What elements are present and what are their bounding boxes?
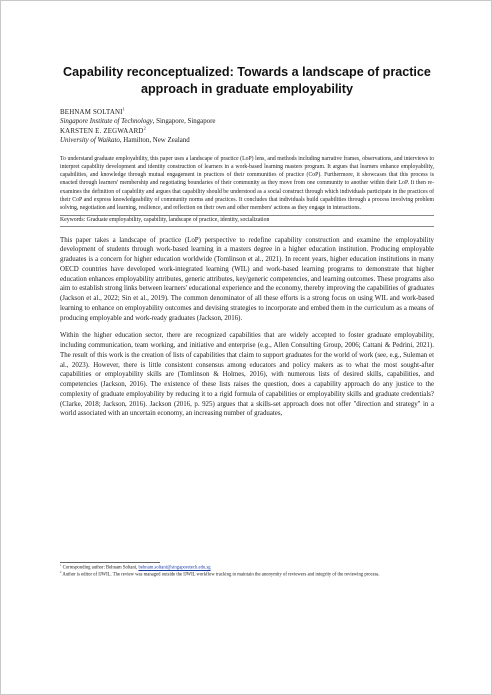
- footnote-text: Corresponding author: Behnam Soltani,: [62, 565, 139, 571]
- email-link[interactable]: behnam.soltani@singaporetech.edu.sg: [138, 565, 211, 571]
- footnote-divider: [60, 562, 160, 563]
- abstract: To understand graduate employability, this paper uses a landscape of practice (LoP) lens, and methods including narrative frames, observations, and interviews to interpret capability development and identity construction of learners in a work-based learning masters program. It argues that learners enhance employability, capabilities, and knowledge through mutual engagement in practices of their communities of practice (CoP). Furthermore, it showcases that this process is enacted through learners' membership and negotiating boundaries of their community as they move from one community to another within their LoP. It then re-examines the definition of capability and argues that capability should be understood as a social construct through which individuals participate in the practices of their CoP and express knowledgeability of community norms and practices. It concludes that individuals build capabilities through a process involving problem solving, negotiation and learning, resilience, and reflection on their own and other members' actions as they engage in interactions.: [60, 155, 434, 217]
- footnote-2: [60, 569, 434, 579]
- footnotes: [60, 562, 434, 579]
- footnote-text: Author is editor of IJWIL. The review was managed outside the IJWIL workflow tracking to maintain the anonymity of reviewers and integrity of the reviewing process.: [62, 572, 380, 578]
- body-paragraph: Within the higher education sector, there are recognized capabilities that are widely accepted to foster graduate employability, including communication, team working, and initiative and enterprise (e.g., Allen Consulting Group, 2006; Cattani & Pedrini, 2021). The result of this work is the creation of lists of capabilities that claim to support graduates for the world of work (see, e.g., Suleman et al., 2023). However, there is little consistent consensus among educators and policy makers as to what the most sought-after capabilities or employability skills are (Tomlinson & Holmes, 2016), with numerous lists of desired skills, capabilities, and competencies (Jackson, 2016). The existence of these lists raises the question, does a capability approach do any justice to the complexity of graduate employability by reducing it to a rigid formula of capabilities or employability skills and graduate credentials? (Clarke, 2018; Jackson, 2016). Jackson (2016, p. 925) argues that a skills-set approach does not offer "direction and strategy" in a world associated with an uncertain economy, an increasing number of graduates,: [60, 332, 434, 418]
- keywords: Keywords: Graduate employability, capability, landscape of practice, identity, socialization: [60, 216, 434, 226]
- footnote-mark: 2: [60, 569, 62, 574]
- author-block: [60, 108, 434, 146]
- author-institution: University of Waikato: [60, 137, 120, 145]
- author-location: , Singapore, Singapore: [152, 118, 216, 126]
- paper-title: Capability reconceptualized: Towards a landscape of practice approach in graduate employability: [63, 65, 431, 96]
- author-name: [60, 108, 434, 117]
- author-location: , Hamilton, New Zealand: [119, 137, 190, 145]
- author-footnote-mark: 1: [122, 106, 125, 112]
- author-name: [60, 127, 434, 136]
- author-affiliation: [60, 136, 434, 145]
- author-footnote-mark: 2: [143, 125, 146, 131]
- author-affiliation: [60, 117, 434, 126]
- footnote-1: [60, 565, 434, 572]
- body-paragraph: This paper takes a landscape of practice (LoP) perspective to redefine capability construction and examine the employability development of students through work-based learning in a masters degree in a higher education institution. Producing employable graduates is a concern for higher education worldwide (Tomlinson et al., 2021). In recent years, higher education institutions in many OECD countries have developed work-integrated learning (WIL) and work-based learning programs to demonstrate that higher education enhances employability attributes, generic attributes, key/generic competencies, and learning outcomes. These programs also aim to establish strong links between learners' educational experience and the economy, thereby improving the capabilities of graduates (Jackson et al., 2022; Sin et al., 2019). The common denominator of all these efforts is a strong focus on using WIL and work-based learning to enhance on employability outcomes and devising strategies to incorporate and embed them in the curriculum as a means of producing employable and work-ready graduates (Jackson, 2016).: [60, 236, 434, 322]
- paper-content: [60, 64, 434, 419]
- author-name-text: BEHNAM SOLTANI: [60, 109, 123, 116]
- author-institution: Singapore Institute of Technology: [60, 118, 153, 126]
- body-text: [60, 236, 434, 420]
- author-name-text: KARSTEN E. ZEGWAARD: [60, 127, 144, 135]
- footnote-mark: 1: [60, 563, 62, 567]
